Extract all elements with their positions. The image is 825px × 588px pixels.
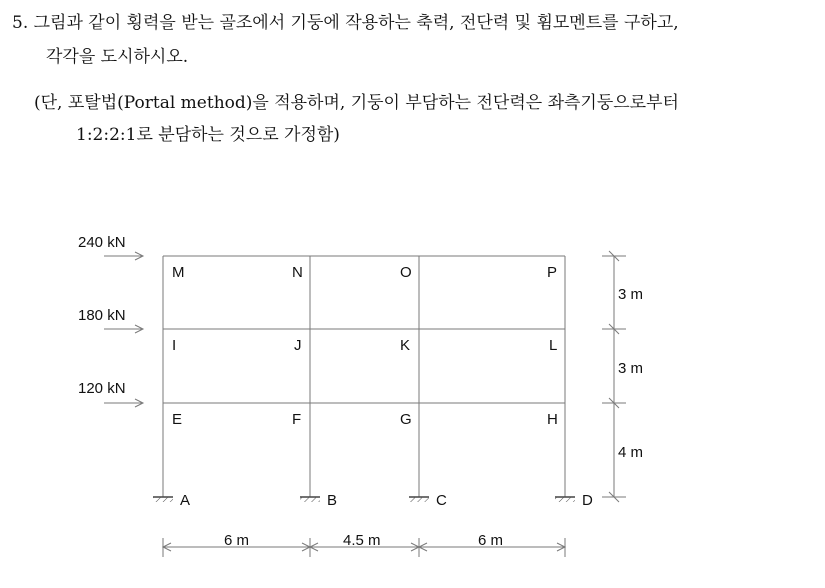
node-N: N (292, 264, 303, 281)
problem-line-4: 1:2:2:1로 분담하는 것으로 가정함) (76, 125, 340, 145)
load-120: 120 kN (78, 380, 126, 397)
height-3m-top: 3 m (618, 286, 644, 303)
node-F: F (292, 411, 302, 428)
node-G: G (400, 411, 412, 428)
node-J: J (294, 337, 302, 354)
support-D: D (582, 492, 593, 509)
node-M: M (172, 264, 185, 281)
load-240: 240 kN (78, 234, 126, 251)
node-H: H (547, 411, 558, 428)
support-C: C (436, 492, 447, 509)
node-I: I (172, 337, 177, 354)
height-4m: 4 m (618, 444, 644, 461)
load-180: 180 kN (78, 307, 126, 324)
node-P: P (547, 264, 558, 281)
node-K: K (400, 337, 411, 354)
problem-line-1: 5. 그림과 같이 횡력을 받는 골조에서 기둥에 작용하는 축력, 전단력 및 휨모멘트를 구하고, (12, 13, 679, 33)
support-B: B (327, 492, 338, 509)
height-3m-mid: 3 m (618, 360, 644, 377)
width-4-5m: 4.5 m (343, 532, 381, 549)
node-E: E (172, 411, 183, 428)
width-6m-left: 6 m (224, 532, 250, 549)
node-L: L (549, 337, 558, 354)
supports (153, 497, 575, 502)
problem-line-2: 각각을 도시하시오. (46, 47, 189, 67)
node-O: O (400, 264, 412, 281)
support-A: A (180, 492, 191, 509)
width-6m-right: 6 m (478, 532, 504, 549)
problem-line-3: (단, 포탈법(Portal method)을 적용하며, 기둥이 부담하는 전단력은 좌측기둥으로부터 (34, 93, 679, 113)
